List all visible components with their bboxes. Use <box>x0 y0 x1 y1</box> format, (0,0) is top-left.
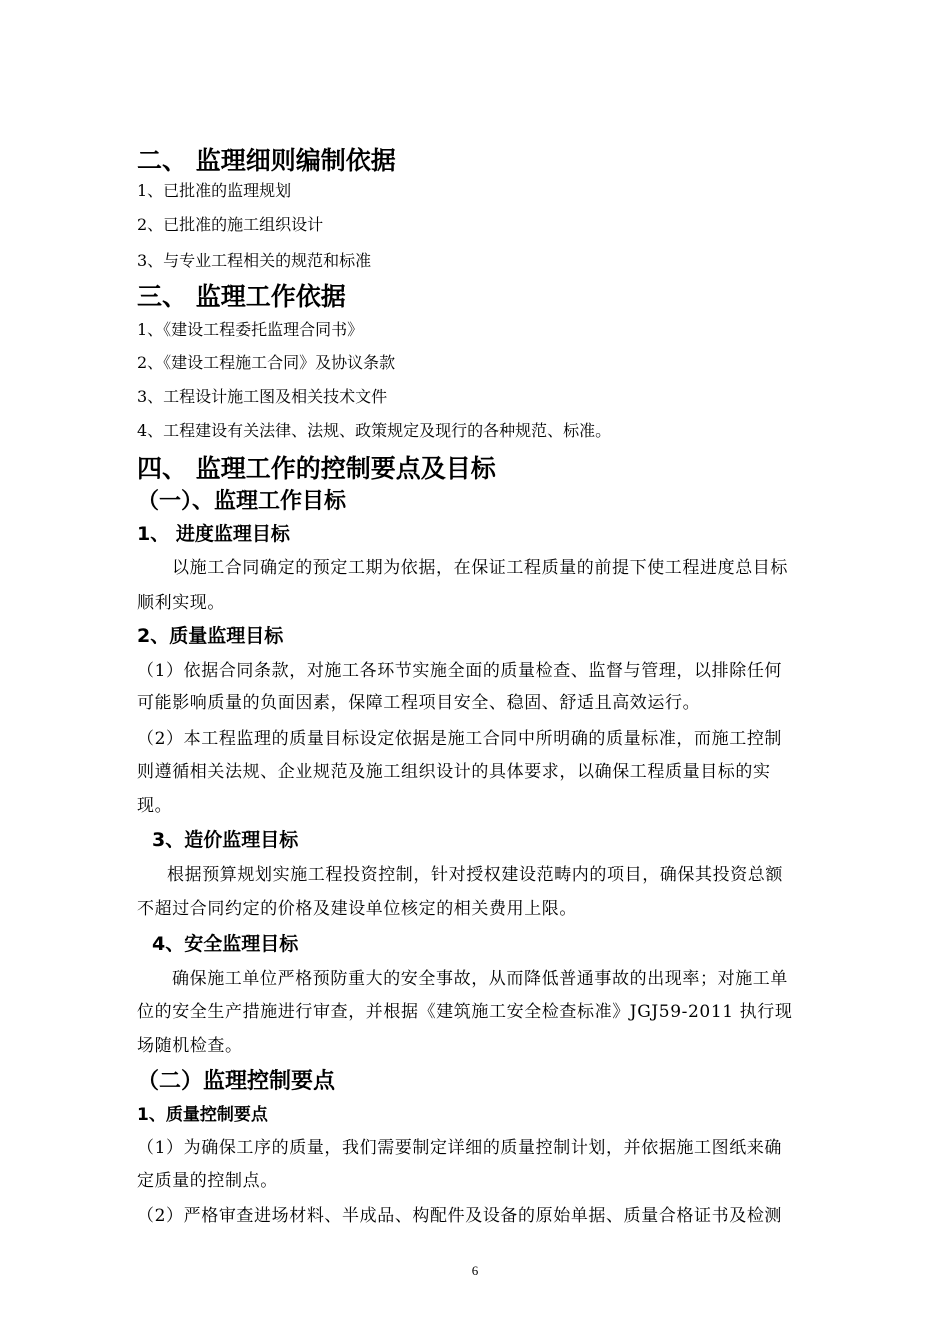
s3-item-2: 2、《建设工程施工合同》及协议条款 <box>137 353 396 372</box>
goal-3-text-1: 根据预算规划实施工程投资控制，针对授权建设范畴内的项目，确保其投资总额 <box>167 865 783 885</box>
goal-4-text-1: 确保施工单位严格预防重大的安全事故，从而降低普通事故的出现率；对施工单 <box>172 969 788 989</box>
point-1-text-1: （1）为确保工序的质量，我们需要制定详细的质量控制计划，并依据施工图纸来确 <box>137 1138 783 1158</box>
s3-item-4: 4、工程建设有关法律、法规、政策规定及现行的各种规范、标准。 <box>137 421 612 440</box>
goal-1-title: 1、 进度监理目标 <box>137 523 290 545</box>
goal-2-text-1: （1）依据合同条款，对施工各环节实施全面的质量检查、监督与管理，以排除任何 <box>137 661 783 681</box>
section-3-title: 三、 监理工作依据 <box>137 282 346 311</box>
s2-item-2: 2、已批准的施工组织设计 <box>137 215 324 234</box>
goal-3-text-2: 不超过合同约定的价格及建设单位核定的相关费用上限。 <box>137 899 577 919</box>
goal-2-title: 2、质量监理目标 <box>137 625 284 647</box>
s3-item-3: 3、工程设计施工图及相关技术文件 <box>137 387 388 406</box>
s2-item-1: 1、已批准的监理规划 <box>137 181 292 200</box>
page-number: 6 <box>471 1263 479 1278</box>
s3-item-1: 1、《建设工程委托监理合同书》 <box>137 320 364 339</box>
section-4-title: 四、 监理工作的控制要点及目标 <box>137 454 496 483</box>
goal-4-text-3: 场随机检查。 <box>137 1036 243 1056</box>
s2-item-3: 3、与专业工程相关的规范和标准 <box>137 251 372 270</box>
goal-1-text-2: 顺利实现。 <box>137 593 225 613</box>
goal-2-text-3: （2）本工程监理的质量目标设定依据是施工合同中所明确的质量标准，而施工控制 <box>137 729 783 749</box>
goal-2-text-2: 可能影响质量的负面因素，保障工程项目安全、稳固、舒适且高效运行。 <box>137 693 701 713</box>
subsection-1-title: （一）、监理工作目标 <box>137 489 347 514</box>
point-1-title: 1、质量控制要点 <box>137 1105 268 1125</box>
goal-1-text-1: 以施工合同确定的预定工期为依据，在保证工程质量的前提下使工程进度总目标 <box>172 558 788 578</box>
subsection-2-title: （二）监理控制要点 <box>137 1069 336 1094</box>
goal-4-title: 4、安全监理目标 <box>152 933 299 955</box>
goal-3-title: 3、造价监理目标 <box>152 829 299 851</box>
section-2-title: 二、 监理细则编制依据 <box>137 146 396 175</box>
point-1-text-2: 定质量的控制点。 <box>137 1171 278 1191</box>
point-1-text-3: （2）严格审查进场材料、半成品、构配件及设备的原始单据、质量合格证书及检测 <box>137 1206 783 1226</box>
goal-2-text-4: 则遵循相关法规、企业规范及施工组织设计的具体要求，以确保工程质量目标的实 <box>137 762 771 782</box>
goal-2-text-5: 现。 <box>137 796 173 816</box>
goal-4-text-2: 位的安全生产措施进行审查，并根据《建筑施工安全检查标准》JGJ59-2011 执行现 <box>137 1002 793 1022</box>
